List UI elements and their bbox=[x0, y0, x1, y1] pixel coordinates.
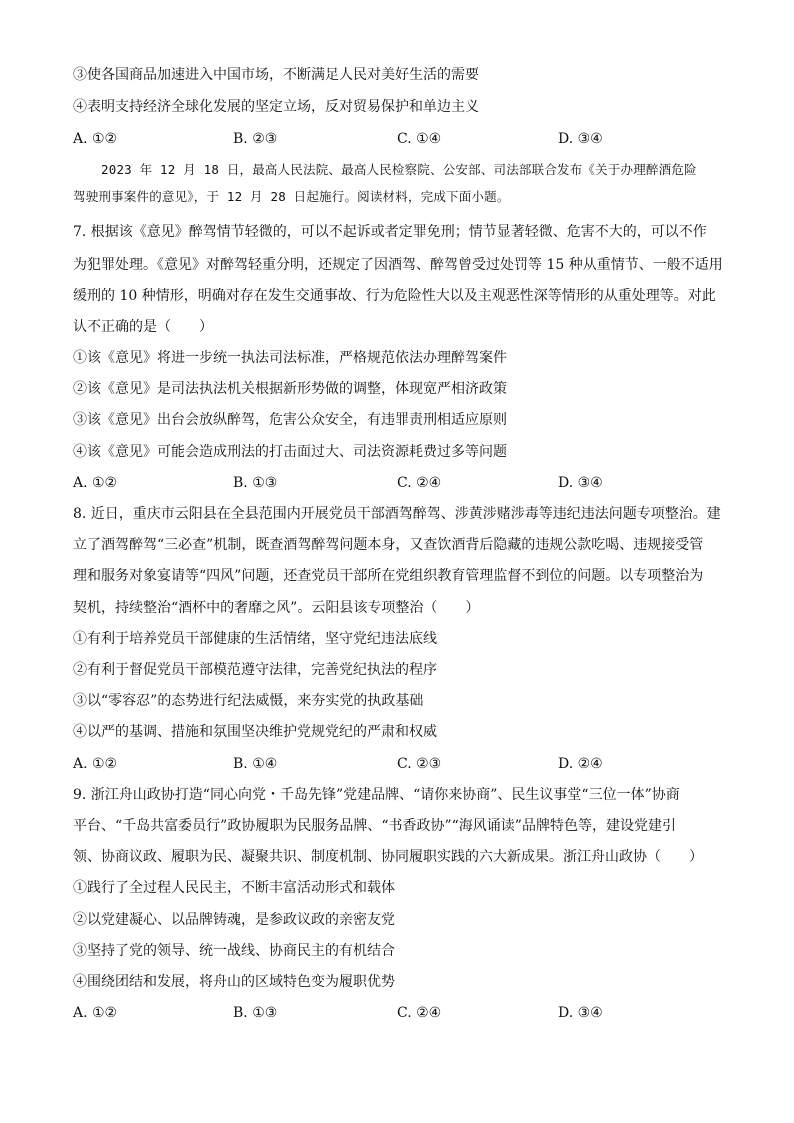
q7-stem-line-1: 7. 根据该《意见》醉驾情节轻微的，可以不起诉或者定罪免刑；情节显著轻微、危害不大的，可以不作 bbox=[73, 224, 707, 240]
q7-option-c: C. ②④ bbox=[397, 475, 442, 491]
q6-options bbox=[73, 129, 733, 149]
q9-option-c: C. ②④ bbox=[397, 1005, 442, 1021]
q9-statement-2: ②以党建凝心、以品牌铸魂，是参政议政的亲密友党 bbox=[73, 912, 395, 928]
material-line-1: 2023 年 12 月 18 日，最高人民法院、最高人民检察院、公安部、司法部联合发布《关于办理醉酒危险 bbox=[101, 162, 697, 177]
q8-options bbox=[73, 754, 733, 774]
q6-statement-4: ④表明支持经济全球化发展的坚定立场，反对贸易保护和单边主义 bbox=[73, 99, 479, 115]
q8-statement-3: ③以“零容忍”的态势进行纪法威慑，来夯实党的执政基础 bbox=[73, 693, 424, 709]
q6-option-a: A. ①② bbox=[73, 131, 118, 147]
q9-stem-line-3: 领、协商议政、履职为民、凝聚共识、制度机制、协同履职实践的六大新成果。浙江舟山政协（ ） bbox=[73, 849, 703, 865]
q7-statement-4: ④该《意见》可能会造成刑法的打击面过大、司法资源耗费过多等问题 bbox=[73, 444, 507, 460]
q9-option-a: A. ①② bbox=[73, 1005, 118, 1021]
q7-statement-1: ①该《意见》将进一步统一执法司法标准，严格规范依法办理醉驾案件 bbox=[73, 350, 507, 366]
q7-stem-line-4: 认不正确的是（ ） bbox=[73, 319, 213, 335]
q6-option-d: D. ③④ bbox=[558, 131, 603, 147]
q8-statement-1: ①有利于培养党员干部健康的生活情绪，坚守党纪违法底线 bbox=[73, 631, 437, 647]
q7-option-d: D. ③④ bbox=[558, 475, 603, 491]
q8-statement-4: ④以严的基调、措施和氛围坚决维护党规党纪的严肃和权威 bbox=[73, 724, 437, 740]
q8-option-b: B. ①④ bbox=[233, 756, 278, 772]
q8-statement-2: ②有利于督促党员干部模范遵守法律，完善党纪执法的程序 bbox=[73, 662, 437, 678]
q7-statement-3: ③该《意见》出台会放纵醉驾，危害公众安全，有违罪责刑相适应原则 bbox=[73, 412, 507, 428]
q9-statement-1: ①践行了全过程人民民主，不断丰富活动形式和载体 bbox=[73, 880, 395, 896]
q8-stem-line-2: 立了酒驾醉驾“三必查”机制，既查酒驾醉驾问题本身，又查饮酒背后隐藏的违规公款吃喝、违规接受管 bbox=[73, 537, 704, 553]
q7-stem-line-2: 为犯罪处理。《意见》对醉驾轻重分明，还规定了因酒驾、醉驾曾受过处罚等 15 种从重情节、一般不适用 bbox=[73, 257, 723, 273]
q9-statement-4: ④围绕团结和发展，将舟山的区域特色变为履职优势 bbox=[73, 974, 395, 990]
q7-stem-line-3: 缓刑的 10 种情形，明确对存在发生交通事故、行为危险性大以及主观恶性深等情形的从重处理等。对此 bbox=[73, 288, 716, 304]
q9-option-b: B. ①③ bbox=[233, 1005, 278, 1021]
q6-option-c: C. ①④ bbox=[397, 131, 442, 147]
q9-stem-line-1: 9. 浙江舟山政协打造“同心向党・千岛先锋”党建品牌、“请你来协商”、民生议事堂“三位一体”协商 bbox=[73, 787, 680, 803]
q8-option-a: A. ①② bbox=[73, 756, 118, 772]
q7-option-b: B. ①③ bbox=[233, 475, 278, 491]
q7-option-a: A. ①② bbox=[73, 475, 118, 491]
reading-material bbox=[73, 156, 733, 210]
q7-statement-2: ②该《意见》是司法执法机关根据新形势做的调整，体现宽严相济政策 bbox=[73, 381, 507, 397]
q8-stem-line-4: 契机，持续整治“酒杯中的奢靡之风”。云阳县该专项整治（ ） bbox=[73, 600, 480, 616]
q8-stem-line-3: 理和服务对象宴请等“四风”问题，还查党员干部所在党组织教育管理监督不到位的问题。以专项整治为 bbox=[73, 568, 704, 584]
q9-stem-line-2: 平台、“千岛共富委员行”政协履职为民服务品牌、“书香政协”“海风诵读”品牌特色等，建设党建引 bbox=[73, 818, 676, 834]
q9-options bbox=[73, 1003, 733, 1023]
q9-option-d: D. ③④ bbox=[558, 1005, 603, 1021]
material-line-2: 驾驶刑事案件的意见》，于 12 月 28 日起施行。阅读材料，完成下面小题。 bbox=[73, 189, 510, 204]
q8-option-c: C. ②③ bbox=[397, 756, 442, 772]
q8-stem-line-1: 8. 近日，重庆市云阳县在全县范围内开展党员干部酒驾醉驾、涉黄涉赌涉毒等违纪违法问题专项整治。建 bbox=[73, 506, 721, 522]
q6-statement-3: ③使各国商品加速进入中国市场，不断满足人民对美好生活的需要 bbox=[73, 67, 479, 83]
q9-statement-3: ③坚持了党的领导、统一战线、协商民主的有机结合 bbox=[73, 943, 395, 959]
q8-option-d: D. ②④ bbox=[558, 756, 603, 772]
q7-options bbox=[73, 473, 733, 493]
q6-option-b: B. ②③ bbox=[233, 131, 278, 147]
